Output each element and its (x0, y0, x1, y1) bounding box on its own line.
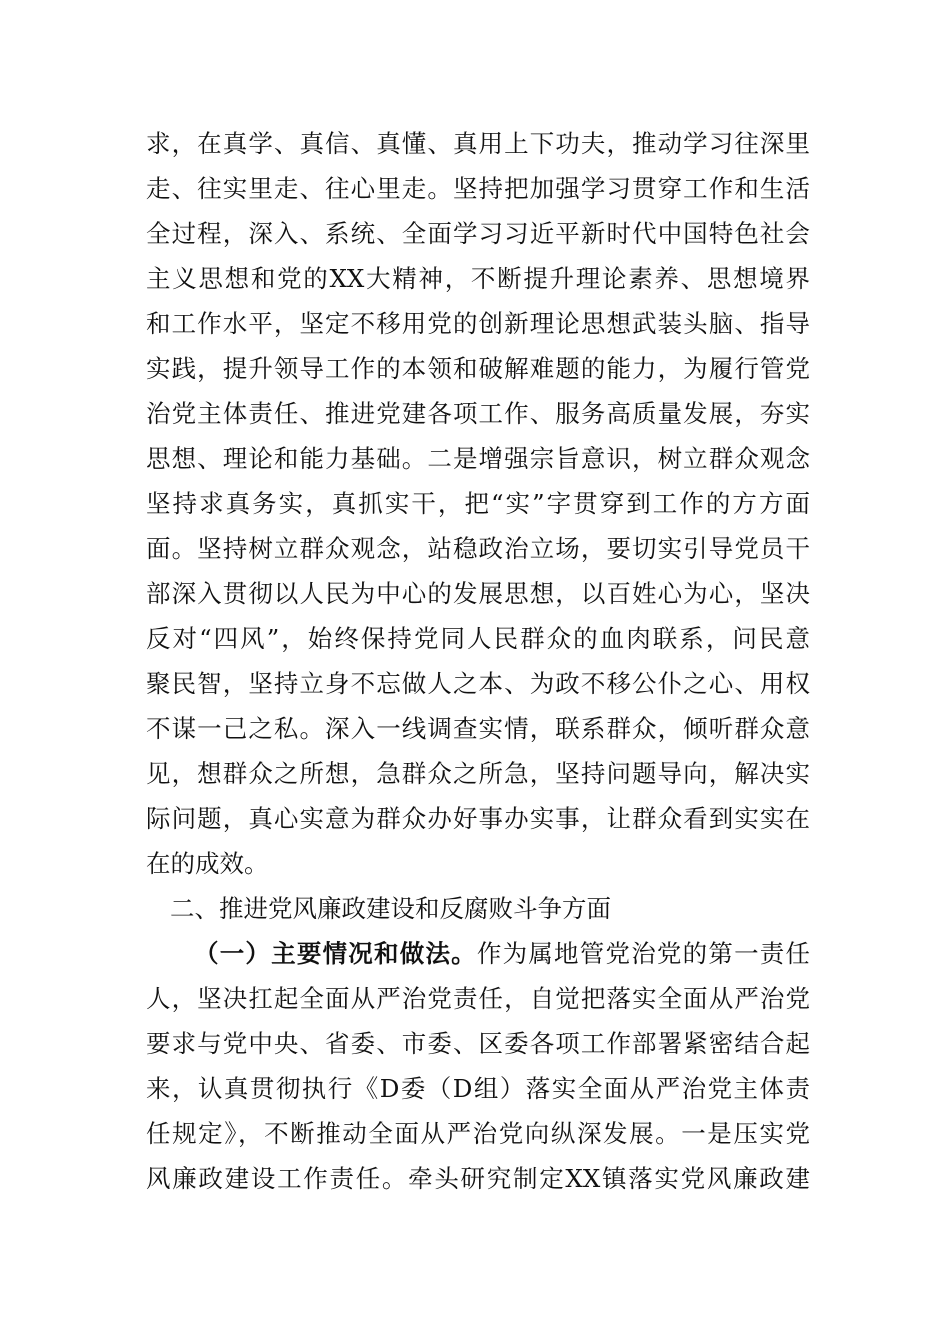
text-line: 风廉政建设工作责任。牵头研究制定XX镇落实党风廉政建 (146, 1164, 810, 1193)
text-line: 不谋一己之私。深入一线调查实情，联系群众，倾听群众意 (146, 714, 810, 743)
text-line: 实践，提升领导工作的本领和破解难题的能力，为履行管党 (146, 354, 810, 383)
text-line: 来，认真贯彻执行《D委（D组）落实全面从严治党主体责 (146, 1074, 810, 1103)
paragraph-first-line-text: 作为属地管党治党的第一责任 (476, 939, 810, 968)
text-line: 求，在真学、真信、真懂、真用上下功夫，推动学习往深里 (146, 129, 810, 158)
text-line: 走、往实里走、往心里走。坚持把加强学习贯穿工作和生活 (146, 174, 810, 203)
text-line: 部深入贯彻以人民为中心的发展思想，以百姓心为心，坚决 (146, 579, 810, 608)
text-line: 反对“四风”，始终保持党同人民群众的血肉联系，问民意 (146, 624, 810, 653)
paragraph-lead: （一）主要情况和做法。 (194, 939, 477, 968)
text-line: 治党主体责任、推进党建各项工作、服务高质量发展，夯实 (146, 399, 810, 428)
text-line: 际问题，真心实意为群众办好事办实事，让群众看到实实在 (146, 804, 810, 833)
text-line: 面。坚持树立群众观念，站稳政治立场，要切实引导党员干 (146, 534, 810, 563)
text-line: 任规定》，不断推动全面从严治党向纵深发展。一是压实党 (146, 1119, 810, 1148)
text-line: 见，想群众之所想，急群众之所急，坚持问题导向，解决实 (146, 759, 810, 788)
text-line: 思想、理论和能力基础。二是增强宗旨意识，树立群众观念 (146, 444, 810, 473)
text-line: 聚民智，坚持立身不忘做人之本、为政不移公仆之心、用权 (146, 669, 810, 698)
paragraph-first-line (146, 931, 810, 976)
text-line: 全过程，深入、系统、全面学习习近平新时代中国特色社会 (146, 219, 810, 248)
text-line: 人，坚决扛起全面从严治党责任，自觉把落实全面从严治党 (146, 984, 810, 1013)
text-line: 坚持求真务实，真抓实干，把“实”字贯穿到工作的方方面 (146, 489, 810, 518)
text-line: 和工作水平，坚定不移用党的创新理论思想武装头脑、指导 (146, 309, 810, 338)
text-line: 要求与党中央、省委、市委、区委各项工作部署紧密结合起 (146, 1029, 810, 1058)
text-line: 在的成效。 (146, 849, 269, 878)
text-line: 主义思想和党的XX大精神，不断提升理论素养、思想境界 (146, 264, 810, 293)
section-heading: 二、推进党风廉政建设和反腐败斗争方面 (170, 894, 611, 923)
document-body (146, 121, 810, 1201)
